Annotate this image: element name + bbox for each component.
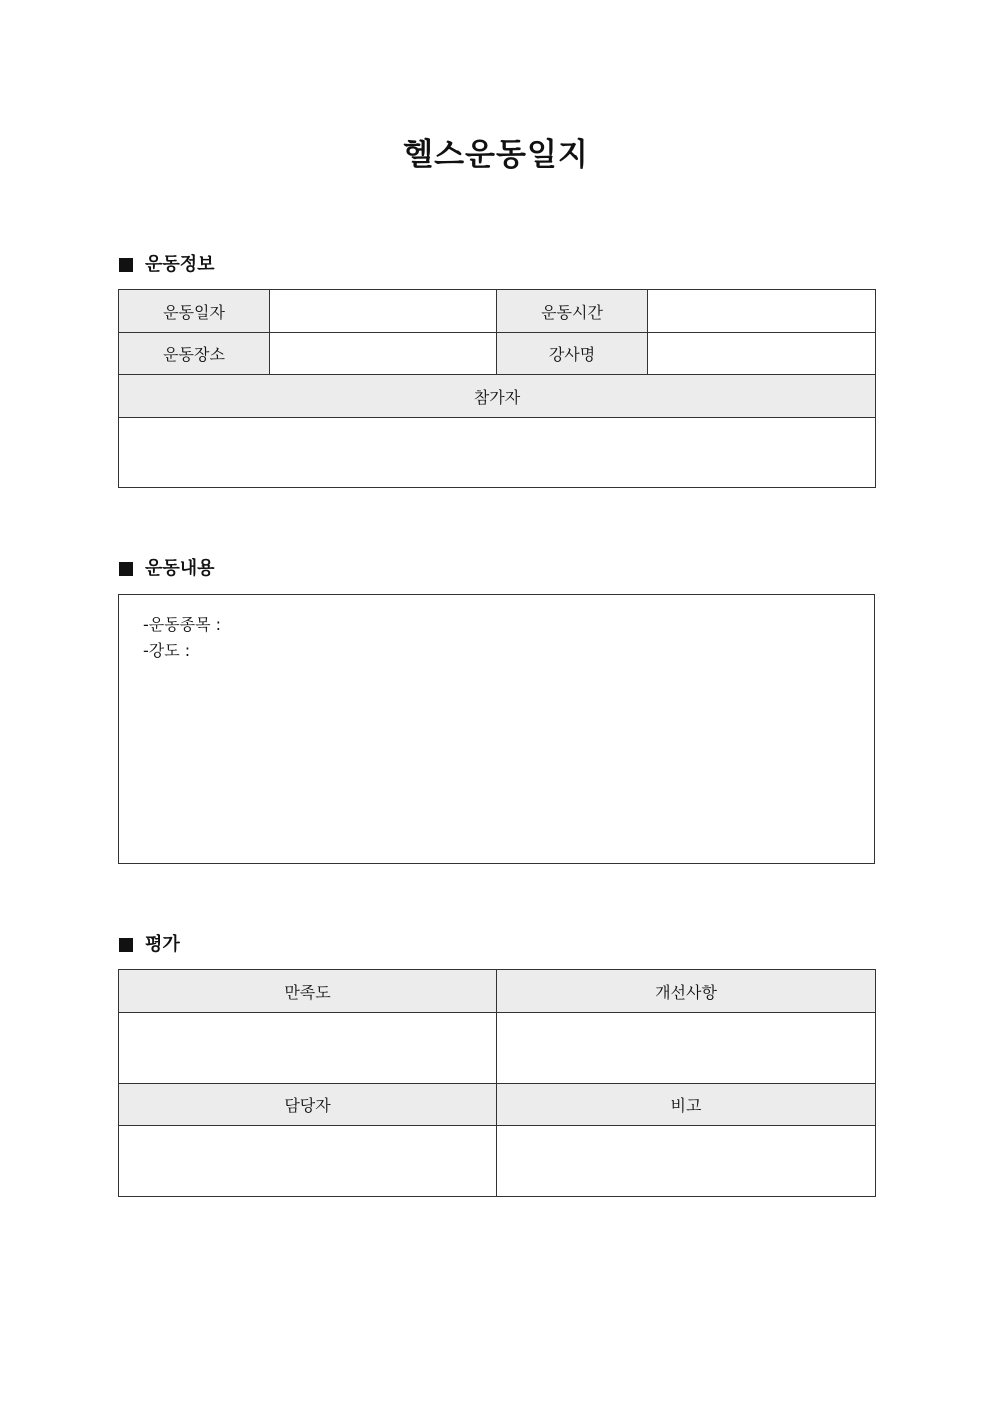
document-title: 헬스운동일지: [403, 137, 589, 173]
exercise-content-box[interactable]: [118, 594, 875, 864]
date-label: 운동일자: [119, 290, 270, 333]
section-heading-content-label: 운동내용: [145, 558, 215, 579]
section-heading-info: [119, 253, 215, 277]
square-bullet-icon: [119, 562, 133, 576]
evaluation-table: [118, 969, 876, 1197]
exercise-type-line: -운동종목 :: [143, 615, 222, 634]
instructor-label: 강사명: [497, 333, 648, 375]
participants-label: 참가자: [119, 375, 876, 418]
improvement-value[interactable]: [497, 1013, 876, 1084]
section-heading-info-label: 운동정보: [145, 254, 215, 275]
improvement-label: 개선사항: [497, 970, 876, 1013]
section-heading-evaluation: [119, 933, 180, 957]
info-table: [118, 289, 876, 488]
time-value[interactable]: [648, 290, 876, 333]
date-value[interactable]: [270, 290, 497, 333]
participants-value[interactable]: [119, 418, 876, 488]
section-heading-evaluation-label: 평가: [145, 934, 180, 955]
place-value[interactable]: [270, 333, 497, 375]
time-label: 운동시간: [497, 290, 648, 333]
manager-label: 담당자: [119, 1084, 497, 1126]
square-bullet-icon: [119, 938, 133, 952]
satisfaction-label: 만족도: [119, 970, 497, 1013]
place-label: 운동장소: [119, 333, 270, 375]
remarks-value[interactable]: [497, 1126, 876, 1197]
satisfaction-value[interactable]: [119, 1013, 497, 1084]
remarks-label: 비고: [497, 1084, 876, 1126]
section-heading-content: [119, 557, 215, 581]
instructor-value[interactable]: [648, 333, 876, 375]
manager-value[interactable]: [119, 1126, 497, 1197]
square-bullet-icon: [119, 258, 133, 272]
intensity-line: -강도 :: [143, 641, 191, 660]
